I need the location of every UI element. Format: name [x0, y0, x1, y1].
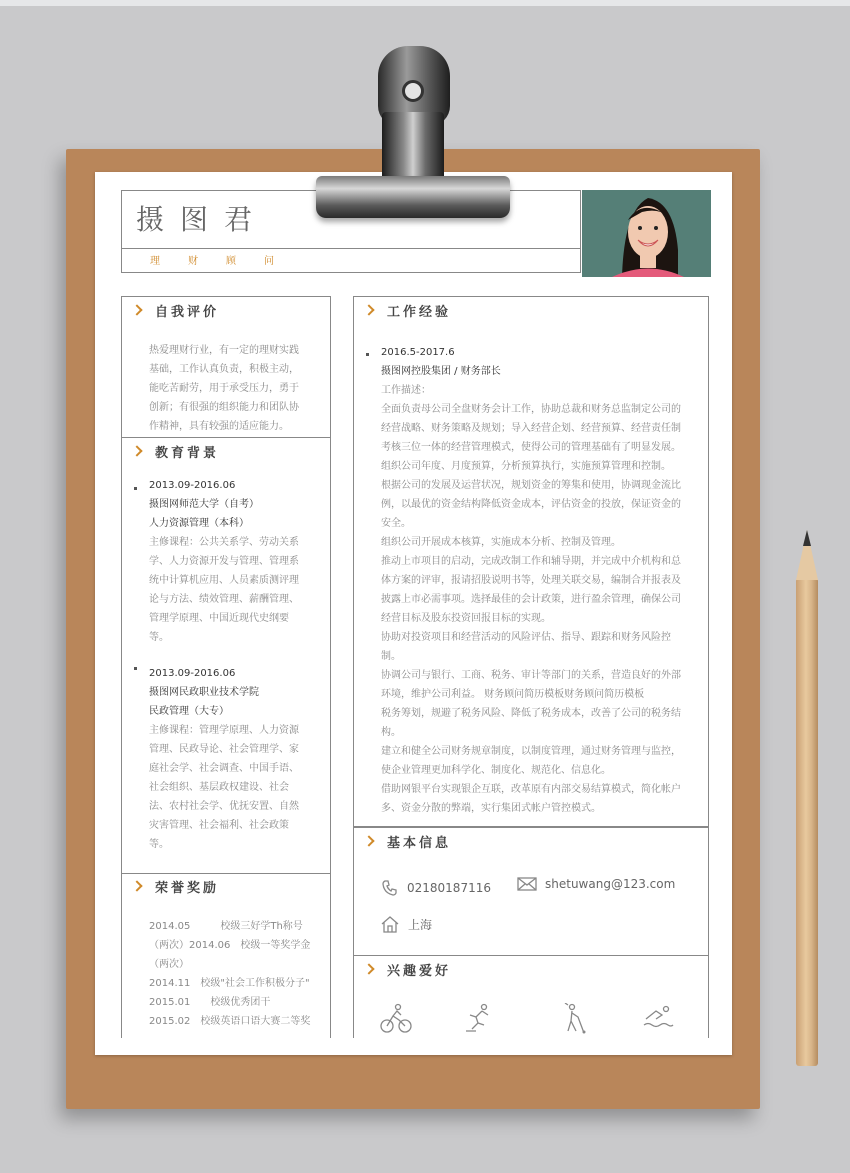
- email-icon: [517, 877, 537, 891]
- pencil: [796, 578, 818, 1066]
- text-line: 社会组织、基层政权建设、社会: [149, 782, 289, 793]
- work-heading: [353, 296, 451, 324]
- edu-school: 摄图网师范大学（自考）: [149, 499, 259, 510]
- chevron-right-icon: [131, 304, 142, 315]
- text-line: 主修课程：管理学原理、人力资源: [149, 725, 299, 736]
- bullet-icon: [134, 487, 137, 490]
- skating-icon: [462, 1003, 492, 1033]
- golf-icon: [562, 1003, 588, 1035]
- text-line: 创新；有很强的组织能力和团队协: [149, 402, 299, 413]
- text-line: 工作描述：: [381, 385, 431, 396]
- text-line: 热爱理财行业，有一定的理财实践: [149, 345, 299, 356]
- chevron-right-icon: [131, 880, 142, 891]
- text-line: 多、资金分散的弊端，实行集团式帐户管控模式。: [381, 803, 601, 814]
- text-line: 经营战略、财务策略及规划；导入经营企划、经营预算、经营责任制: [381, 423, 681, 434]
- text-line: 学、人力资源开发与管理、管理系: [149, 556, 299, 567]
- text-line: 论与方法、绩效管理、薪酬管理、: [149, 594, 299, 605]
- chevron-right-icon: [363, 835, 374, 846]
- email-address: shetuwang@123.com: [545, 877, 676, 891]
- work-company: 摄图网控股集团 / 财务部长: [381, 366, 501, 377]
- text-line: 能吃苦耐劳，用于承受压力，勇于: [149, 383, 299, 394]
- bullet-icon: [366, 353, 369, 356]
- text-line: 2014.05 校级三好学Th称号: [149, 921, 303, 932]
- work-date: 2016.5-2017.6: [381, 347, 455, 358]
- section-title: 工作经验: [387, 304, 452, 320]
- section-title: 自我评价: [155, 304, 220, 320]
- top-strip: [0, 0, 850, 6]
- text-line: 组织公司年度、月度预算，分析预算执行，实施预算管理和控制。: [381, 461, 671, 472]
- self-eval-heading: [121, 296, 219, 324]
- text-line: 构。: [381, 727, 401, 738]
- resume-name: 摄图君: [136, 203, 269, 236]
- hobby-heading: [353, 955, 451, 983]
- home-icon: [380, 914, 400, 934]
- text-line: 使企业管理更加科学化、制度化、规范化、信息化。: [381, 765, 611, 776]
- text-line: 协助对投资项目和经营活动的风险评估、指导、跟踪和财务风险控: [381, 632, 671, 643]
- self-eval-text: [149, 341, 319, 436]
- text-line: 经营目标及股东投资回报目标的实现。: [381, 613, 551, 624]
- bullet-icon: [134, 667, 137, 670]
- text-line: 2015.01 校级优秀团干: [149, 997, 271, 1008]
- education-item: [149, 476, 321, 647]
- binder-clip-base: [316, 176, 510, 218]
- text-line: 庭社会学、社会调查、中国手语、: [149, 763, 299, 774]
- edu-date: 2013.09-2016.06: [149, 668, 236, 679]
- text-line: 法、农村社会学、优抚安置、自然: [149, 801, 299, 812]
- text-line: 环境，维护公司利益。 财务顾问简历模板财务顾问简历模板: [381, 689, 645, 700]
- text-line: 统中计算机应用、人员素质测评理: [149, 575, 299, 586]
- text-line: （两次）: [149, 959, 189, 970]
- text-line: 安全。: [381, 518, 411, 529]
- honors-heading: [121, 872, 219, 900]
- city-name: 上海: [408, 917, 433, 932]
- pencil-lead: [803, 530, 811, 546]
- text-line: 等。: [149, 839, 169, 850]
- text-line: 推动上市项目的启动，完成改制工作和辅导期，并完成中介机构和总: [381, 556, 681, 567]
- section-title: 兴趣爱好: [387, 963, 452, 979]
- city-item: [380, 914, 432, 934]
- chevron-right-icon: [363, 963, 374, 974]
- honors-list: [149, 917, 324, 1031]
- text-line: 灾害管理、社会福利、社会政策: [149, 820, 289, 831]
- section-title: 基本信息: [387, 835, 452, 851]
- chevron-right-icon: [131, 445, 142, 456]
- cycling-icon: [380, 1003, 412, 1033]
- binder-clip-neck: [382, 112, 444, 180]
- chevron-right-icon: [363, 304, 374, 315]
- education-heading: [121, 437, 219, 465]
- phone-number: 02180187116: [407, 881, 491, 895]
- swimming-icon: [642, 1003, 674, 1031]
- text-line: 等。: [149, 632, 169, 643]
- text-line: 作精神，具有较强的适应能力。: [149, 421, 289, 432]
- edu-major: 民政管理（大专）: [149, 706, 229, 717]
- text-line: 体方案的评审，报请招股说明书等，处理关联交易，编制合并报表及: [381, 575, 681, 586]
- text-line: 建立和健全公司财务规章制度，以制度管理，通过财务管理与监控，: [381, 746, 681, 757]
- job-title: 理财顾问: [150, 256, 302, 267]
- text-line: 管理学原理、中国近现代史纲要: [149, 613, 289, 624]
- basic-box: [353, 854, 709, 956]
- text-line: 协调公司与银行、工商、税务、审计等部门的关系，营造良好的外部: [381, 670, 681, 681]
- text-line: 考核三位一体的经营管理模式，使得公司的管理基础有了明显发展。: [381, 442, 681, 453]
- text-line: 制。: [381, 651, 401, 662]
- text-line: 披露上市必需事项。选择最佳的会计政策，进行盈余管理，确保公司: [381, 594, 681, 605]
- section-title: 教育背景: [155, 445, 220, 461]
- edu-date: 2013.09-2016.06: [149, 480, 236, 491]
- work-item: [381, 343, 701, 818]
- email-item: [517, 877, 675, 891]
- text-line: 税务筹划，规避了税务风险、降低了税务成本，改善了公司的税务结: [381, 708, 681, 719]
- text-line: 例，以最优的资金结构降低资金成本，评估资金的投放，保证资金的: [381, 499, 681, 510]
- basic-heading: [353, 827, 451, 855]
- text-line: 组织公司开展成本核算，实施成本分析、控制及管理。: [381, 537, 621, 548]
- text-line: 全面负责母公司全盘财务会计工作，协助总裁和财务总监制定公司的: [381, 404, 681, 415]
- text-line: 借助网银平台实现银企互联，改革原有内部交易结算模式，简化帐户: [381, 784, 681, 795]
- education-item: [149, 664, 321, 854]
- text-line: 管理、民政导论、社会管理学、家: [149, 744, 299, 755]
- section-title: 荣誉奖励: [155, 880, 220, 896]
- text-line: 2015.02 校级英语口语大赛二等奖: [149, 1016, 311, 1027]
- binder-clip-hole: [402, 80, 424, 102]
- text-line: 基础，工作认真负责，积极主动，: [149, 364, 299, 375]
- text-line: 主修课程：公共关系学、劳动关系: [149, 537, 299, 548]
- text-line: 2014.11 校级"社会工作积极分子": [149, 978, 310, 989]
- edu-major: 人力资源管理（本科）: [149, 518, 249, 529]
- edu-school: 摄图网民政职业技术学院: [149, 687, 259, 698]
- text-line: （两次）2014.06 校级一等奖学金: [149, 940, 311, 951]
- text-line: 根据公司的发展及运营状况，规划资金的筹集和使用，协调现金流比: [381, 480, 681, 491]
- phone-icon: [381, 879, 399, 897]
- phone-item: [381, 879, 491, 897]
- profile-photo: [582, 190, 711, 277]
